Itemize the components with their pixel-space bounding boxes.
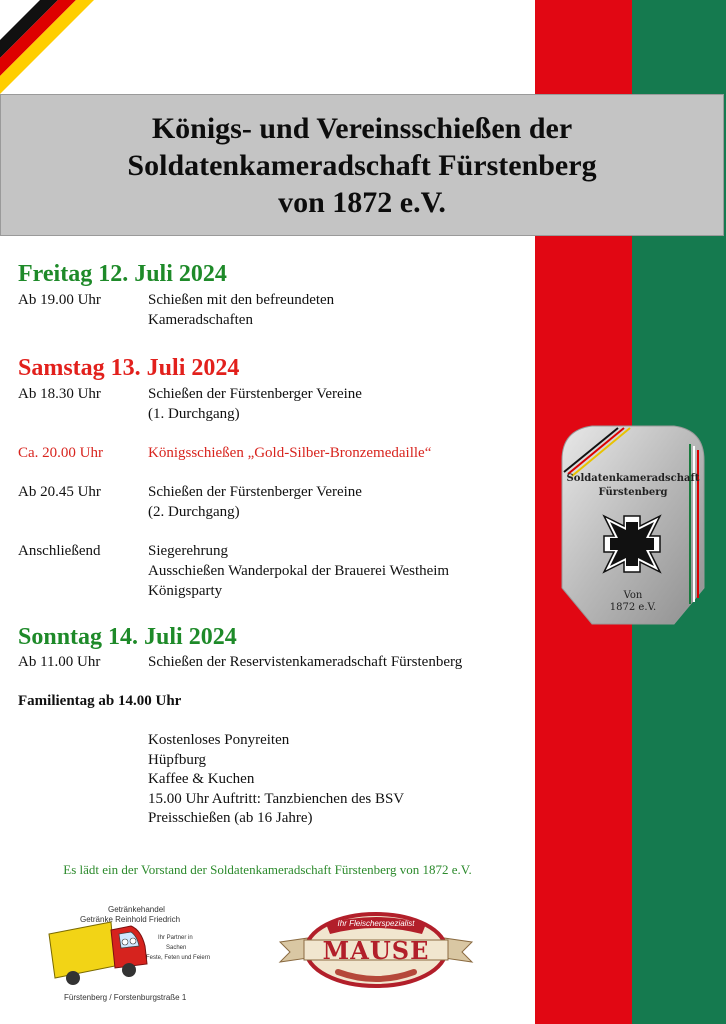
event-line: Schießen mit den befreundeten <box>148 292 335 308</box>
german-flag-corner <box>0 0 100 100</box>
event-line: Königsschießen „Gold-Silber-Bronzemedaille“ <box>148 445 432 461</box>
day-heading-friday: Freitag 12. Juli 2024 <box>18 261 227 287</box>
emblem-name-line-1: Soldatenkameradschaft <box>566 473 700 484</box>
event-line: Schießen der Fürstenberger Vereine <box>148 484 362 500</box>
event-description <box>148 652 533 672</box>
list-item: 15.00 Uhr Auftritt: Tanzbienchen des BSV <box>148 790 405 807</box>
event-line: (1. Durchgang) <box>148 406 240 422</box>
event-line: Schießen der Reservistenkameradschaft Fürstenberg <box>148 654 463 670</box>
event-time: Ab 20.45 Uhr <box>18 484 101 500</box>
sponsor-drinks-slogan-3: Feste, Feten und Feiern <box>146 955 211 961</box>
iron-cross-icon <box>600 512 664 576</box>
event-line: Siegerehrung <box>148 543 228 559</box>
family-day-heading: Familientag ab 14.00 Uhr <box>18 693 182 709</box>
event-line: Königsparty <box>148 583 223 599</box>
list-item: Hüpfburg <box>148 751 207 768</box>
event-time: Ca. 20.00 Uhr <box>18 445 103 461</box>
event-description <box>148 290 533 330</box>
day-heading-saturday: Samstag 13. Juli 2024 <box>18 355 240 381</box>
event-line: Kameradschaften <box>148 312 253 328</box>
sponsor-drinks-line-2: Getränke Reinhold Friedrich <box>80 915 181 924</box>
event-time: Ab 19.00 Uhr <box>18 292 101 308</box>
sponsor-drinks-line-1: Getränkehandel <box>108 905 165 914</box>
event-line: (2. Durchgang) <box>148 504 240 520</box>
emblem-since-line-1: Von <box>623 590 643 601</box>
event-description <box>148 443 533 463</box>
event-time: Ab 18.30 Uhr <box>18 386 101 402</box>
sponsor-drinks-slogan-1: Ihr Partner in <box>158 935 193 941</box>
day-heading-sunday: Sonntag 14. Juli 2024 <box>18 624 237 650</box>
title-banner <box>0 94 724 236</box>
emblem-name-line-2: Fürstenberg <box>598 487 668 498</box>
event-description <box>148 482 533 522</box>
emblem-since-line-2: 1872 e.V. <box>609 602 657 613</box>
event-description <box>148 384 533 424</box>
family-day-list <box>148 731 404 829</box>
title-line-1: Königs- und Vereinsschießen der <box>151 111 573 145</box>
event-line: Schießen der Fürstenberger Vereine <box>148 386 362 402</box>
title-line-2: Soldatenkameradschaft Fürstenberg <box>127 148 597 182</box>
list-item: Kaffee & Kuchen <box>148 771 255 787</box>
sponsor-drinks-slogan-2: Sachen <box>166 945 187 951</box>
event-line: Ausschießen Wanderpokal der Brauerei Westheim <box>148 563 450 579</box>
event-time: Anschließend <box>18 543 101 559</box>
event-time: Ab 11.00 Uhr <box>18 654 101 670</box>
invitation-text: Es lädt ein der Vorstand der Soldatenkameradschaft Fürstenberg von 1872 e.V. <box>63 862 472 877</box>
event-description <box>148 541 533 601</box>
list-item: Kostenloses Ponyreiten <box>148 732 290 748</box>
title-line-3: von 1872 e.V. <box>278 185 446 219</box>
butcher-name: MAUSE <box>322 936 430 965</box>
sponsor-drinks-address: Fürstenberg / Forstenburgstraße 1 <box>64 993 187 1002</box>
butcher-tagline: Ihr Fleischerspezialist <box>337 919 415 928</box>
list-item: Preisschießen (ab 16 Jahre) <box>148 810 313 826</box>
